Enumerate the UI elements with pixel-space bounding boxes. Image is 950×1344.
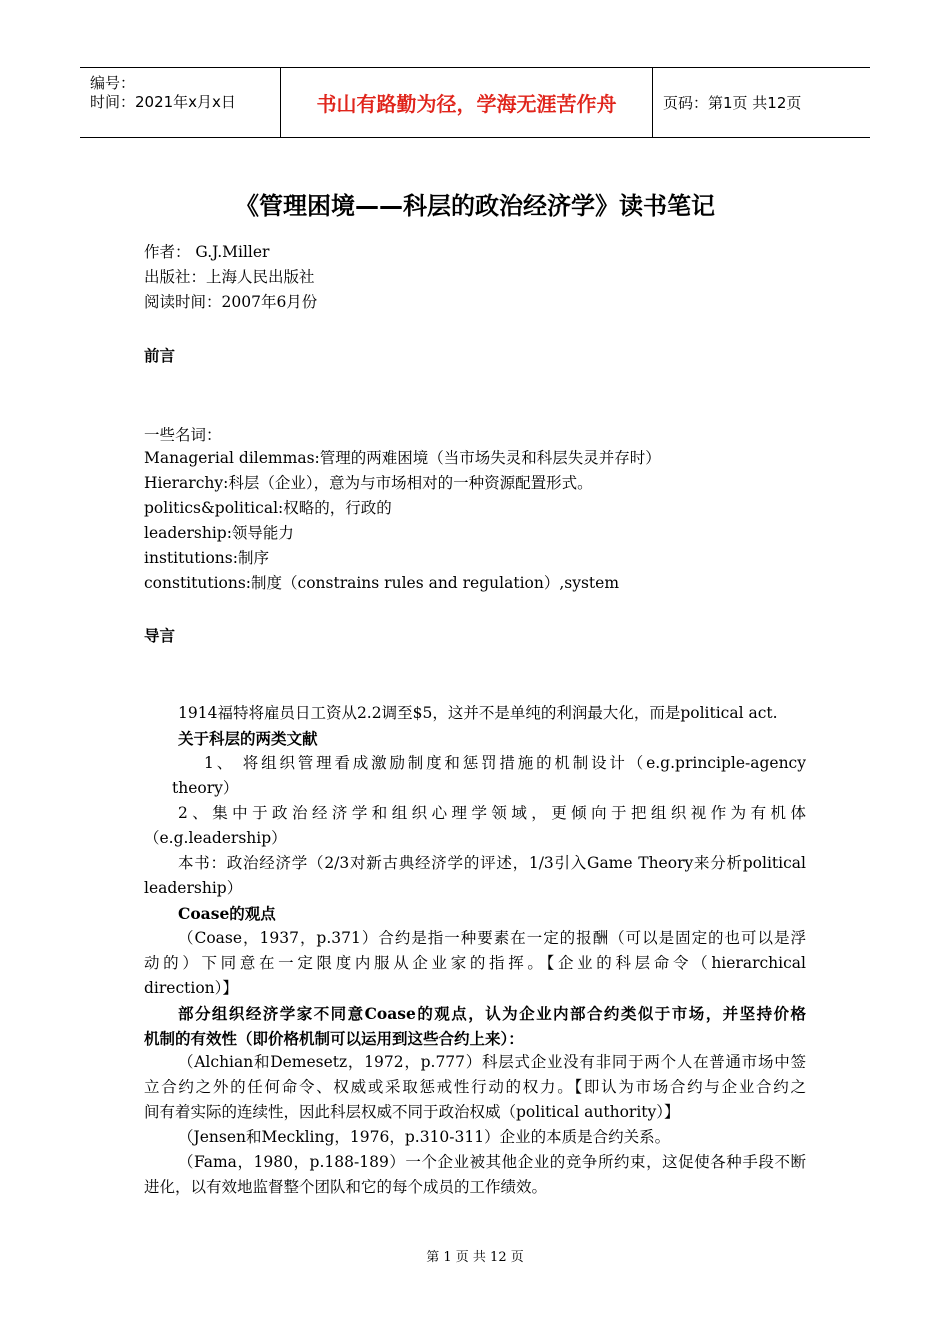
paragraph-literature-2b: （e.g.leadership） [144,829,287,847]
subheading-literature: 关于科层的两类文献 [178,729,318,748]
motto-text: 书山有路勤为径，学海无涯苦作舟 [316,92,617,116]
term-item: politics&political:权略的，行政的 [144,499,392,517]
read-time-line: 阅读时间：2007年6月份 [144,293,318,311]
subheading-coase: Coase的观点 [178,904,276,923]
header-info-cell [80,68,281,137]
publisher-line: 出版社：上海人民出版社 [144,268,315,286]
term-item: Managerial dilemmas:管理的两难困境（当市场失灵和科层失灵并存时） [144,449,661,467]
section-heading-preface: 前言 [144,346,176,365]
paragraph-coase-b: 动的）下同意在一定限度内服从企业家的指挥。【企业的科层命令（hierarchical [144,954,806,972]
paragraph-ford: 1914福特将雇员日工资从2.2调至$5，这并不是单纯的利润最大化，而是political act. [178,704,778,722]
page-info: 页码：第1页 共12页 [663,94,802,112]
section-heading-intro: 导言 [144,626,176,645]
paragraph-book-b: leadership） [144,879,243,897]
page-footer: 第 1 页 共 12 页 [426,1250,524,1265]
term-item: constitutions:制度（constrains rules and regulation）,system [144,574,620,592]
time-label: 时间：2021年x月x日 [90,93,236,111]
paragraph-alchian-a: （Alchian和Demesetz，1972，p.777）科层式企业没有非同于两个人在普通市场中签 [178,1053,806,1071]
paragraph-fama-a: （Fama，1980，p.188-189）一个企业被其他企业的竞争所约束，这促使各种手段不断 [178,1153,806,1171]
paragraph-alchian-b: 立合约之外的任何命令、权威或采取惩戒性行动的权力。【即认为市场合约与企业合约之 [144,1078,806,1096]
paragraph-literature-1b: theory） [172,779,239,797]
paragraph-literature-1a: 1、 将组织管理看成激励制度和惩罚措施的机制设计（e.g.principle-agency [204,754,806,772]
term-item: leadership:领导能力 [144,524,294,542]
paragraph-fama-b: 进化，以有效地监督整个团队和它的每个成员的工作绩效。 [144,1178,548,1196]
document-title: 《管理困境——科层的政治经济学》读书笔记 [235,192,715,220]
paragraph-literature-2a: 2、集中于政治经济学和组织心理学领域，更倾向于把组织视作为有机体 [178,804,806,822]
number-label: 编号： [90,74,136,92]
header-motto-cell [281,68,653,137]
header-page-cell [653,68,870,137]
paragraph-coase-a: （Coase，1937，p.371）合约是指一种要素在一定的报酬（可以是固定的也可以是浮 [178,929,806,947]
terms-heading: 一些名词： [144,426,222,444]
term-item: institutions:制序 [144,549,269,567]
paragraph-alchian-c: 间有着实际的连续性，因此科层权威不同于政治权威（political authority）】 [144,1103,680,1121]
paragraph-jensen: （Jensen和Meckling，1976，p.310-311）企业的本质是合约关系。 [178,1128,671,1146]
paragraph-coase-c: direction）】 [144,979,238,997]
author-line: 作者： G.J.Miller [144,243,270,261]
paragraph-disagree-a: 部分组织经济学家不同意Coase的观点，认为企业内部合约类似于市场，并坚持价格 [178,1004,806,1023]
paragraph-disagree-b: 机制的有效性（即价格机制可以运用到这些合约上来）： [144,1029,524,1048]
header-table [80,67,870,138]
term-item: Hierarchy:科层（企业），意为与市场相对的一种资源配置形式。 [144,474,593,492]
paragraph-book-a: 本书：政治经济学（2/3对新古典经济学的评述，1/3引入Game Theory来分析political [178,854,806,872]
